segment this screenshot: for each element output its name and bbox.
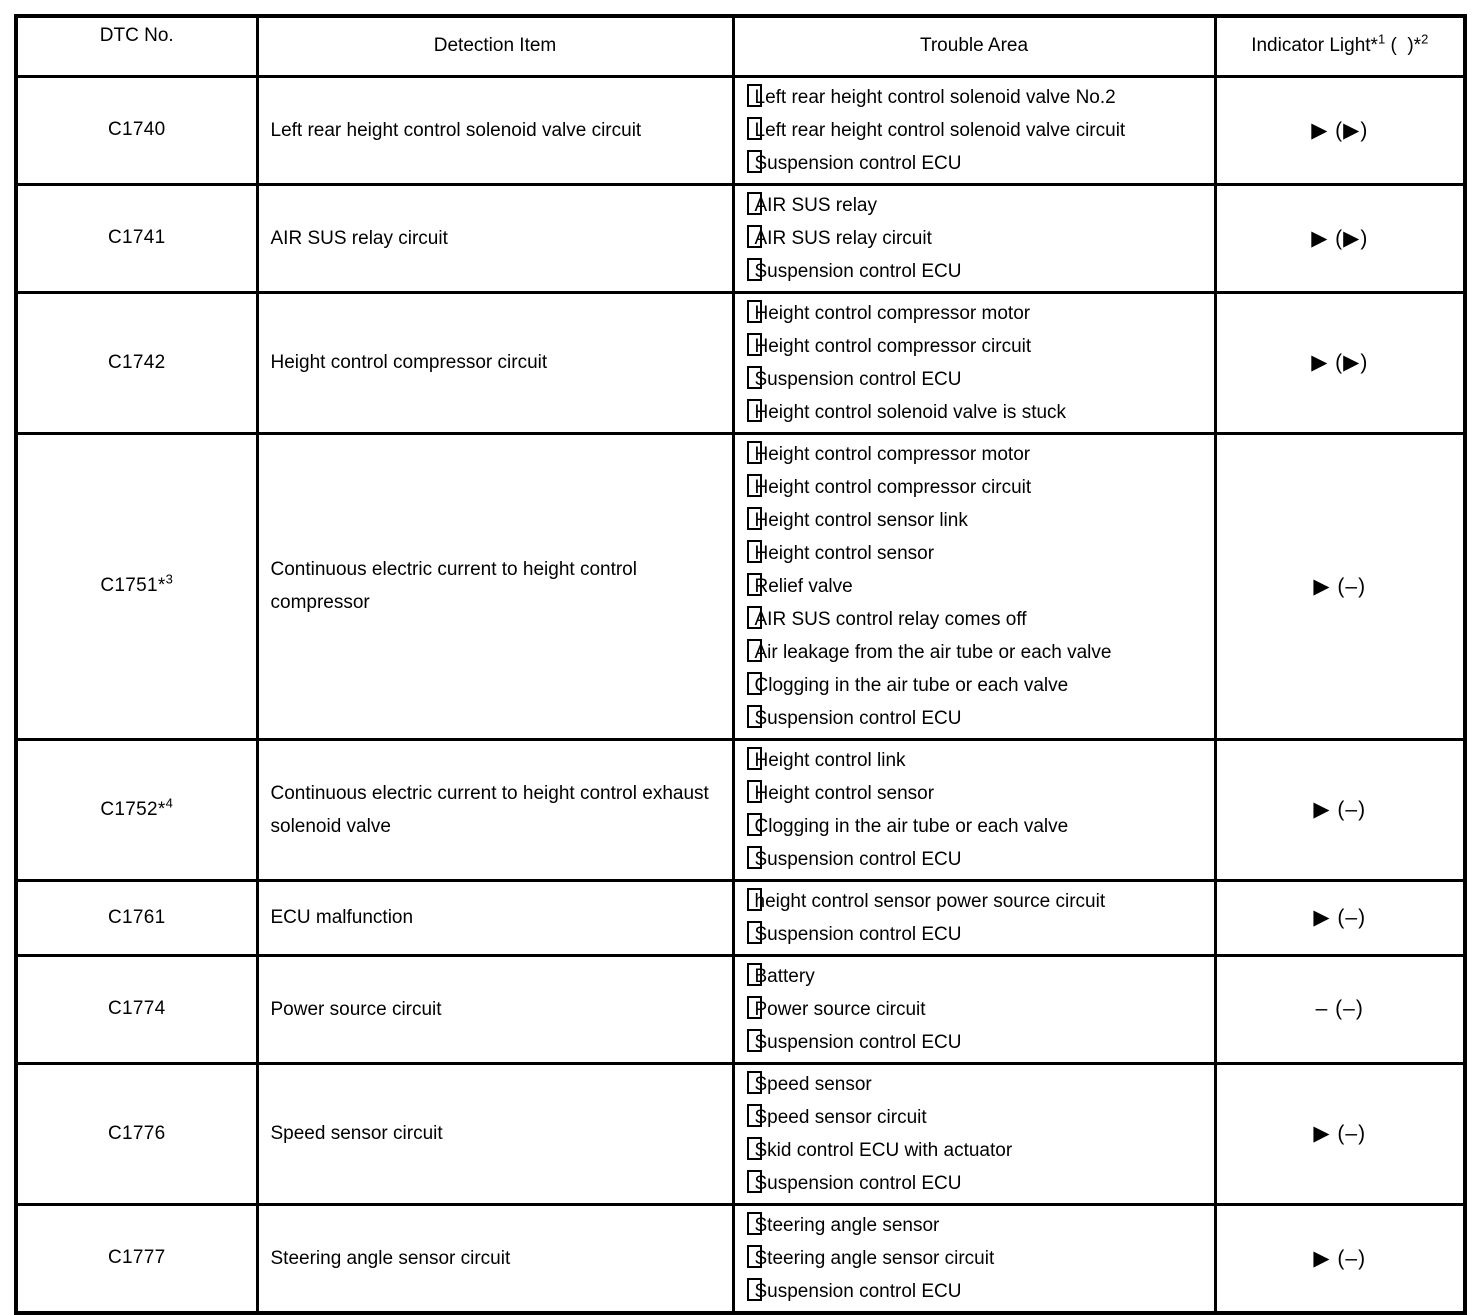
detection-item-cell: Continuous electric current to height control exhaust solenoid valve: [257, 739, 733, 880]
trouble-area-cell: [733, 739, 1215, 880]
table-row: [16, 739, 1465, 880]
detection-item-cell: ECU malfunction: [257, 880, 733, 955]
header-dtc-no: DTC No.: [16, 16, 257, 76]
detection-item-cell: Power source circuit: [257, 955, 733, 1063]
dtc-code-cell: C1751*$^3$: [16, 433, 257, 739]
indicator-light-cell: ▶ (–): [1215, 880, 1465, 955]
trouble-area-item: Suspension control ECU: [747, 702, 1208, 735]
square-bullet-icon: [747, 399, 762, 422]
trouble-area-item: AIR SUS relay circuit: [747, 222, 1208, 255]
trouble-area-cell: [733, 76, 1215, 184]
trouble-area-item: AIR SUS relay: [747, 189, 1208, 222]
trouble-area-item: Steering angle sensor circuit: [747, 1242, 1208, 1275]
square-bullet-icon: [747, 300, 762, 323]
trouble-area-item: Height control sensor link: [747, 504, 1208, 537]
trouble-area-cell: [733, 292, 1215, 433]
square-bullet-icon: [747, 573, 762, 596]
trouble-area-item: Height control compressor motor: [747, 297, 1208, 330]
square-bullet-icon: [747, 225, 762, 248]
trouble-area-item: Steering angle sensor: [747, 1209, 1208, 1242]
square-bullet-icon: [747, 606, 762, 629]
square-bullet-icon: [747, 441, 762, 464]
trouble-area-item: Left rear height control solenoid valve circuit: [747, 114, 1208, 147]
table-row: [16, 433, 1465, 739]
square-bullet-icon: [747, 474, 762, 497]
trouble-area-item: Height control solenoid valve is stuck: [747, 396, 1208, 429]
trouble-area-item: Height control sensor: [747, 537, 1208, 570]
square-bullet-icon: [747, 540, 762, 563]
dtc-code-cell: C1752*$^4$: [16, 739, 257, 880]
trouble-area-item: Clogging in the air tube or each valve: [747, 669, 1208, 702]
trouble-area-item: Power source circuit: [747, 993, 1208, 1026]
square-bullet-icon: [747, 84, 762, 107]
table-header: [16, 16, 1465, 76]
dtc-code-cell: C1761: [16, 880, 257, 955]
square-bullet-icon: [747, 333, 762, 356]
trouble-area-item: Speed sensor circuit: [747, 1101, 1208, 1134]
square-bullet-icon: [747, 192, 762, 215]
indicator-light-cell: ▶ (–): [1215, 739, 1465, 880]
trouble-area-item: Skid control ECU with actuator: [747, 1134, 1208, 1167]
square-bullet-icon: [747, 507, 762, 530]
header-indicator-light-parens: ( )*: [1385, 35, 1422, 57]
square-bullet-icon: [747, 1278, 762, 1301]
trouble-area-item: Height control sensor: [747, 777, 1208, 810]
indicator-light-cell: – (–): [1215, 955, 1465, 1063]
square-bullet-icon: [747, 705, 762, 728]
trouble-area-cell: [733, 433, 1215, 739]
trouble-area-cell: [733, 955, 1215, 1063]
trouble-area-cell: [733, 1063, 1215, 1204]
detection-item-cell: AIR SUS relay circuit: [257, 184, 733, 292]
trouble-area-item: Air leakage from the air tube or each valve: [747, 636, 1208, 669]
square-bullet-icon: [747, 813, 762, 836]
indicator-light-cell: ▶ (▶): [1215, 76, 1465, 184]
detection-item-cell: Left rear height control solenoid valve circuit: [257, 76, 733, 184]
indicator-light-cell: ▶ (▶): [1215, 292, 1465, 433]
trouble-area-item: Height control compressor motor: [747, 438, 1208, 471]
dtc-code-cell: C1742: [16, 292, 257, 433]
indicator-light-cell: ▶ (–): [1215, 1204, 1465, 1313]
square-bullet-icon: [747, 1170, 762, 1193]
trouble-area-item: Suspension control ECU: [747, 363, 1208, 396]
table-row: [16, 292, 1465, 433]
square-bullet-icon: [747, 747, 762, 770]
square-bullet-icon: [747, 150, 762, 173]
header-footnote-1-sup: 1: [1377, 31, 1386, 47]
square-bullet-icon: [747, 1212, 762, 1235]
square-bullet-icon: [747, 1104, 762, 1127]
trouble-area-item: Height control link: [747, 744, 1208, 777]
header-indicator-light-text: Indicator Light*: [1251, 35, 1378, 57]
square-bullet-icon: [747, 366, 762, 389]
indicator-light-cell: ▶ (–): [1215, 1063, 1465, 1204]
dtc-code-cell: C1774: [16, 955, 257, 1063]
trouble-area-item: Suspension control ECU: [747, 843, 1208, 876]
square-bullet-icon: [747, 117, 762, 140]
trouble-area-item: Suspension control ECU: [747, 255, 1208, 288]
header-footnote-2-sup: 2: [1421, 31, 1429, 47]
indicator-light-cell: ▶ (–): [1215, 433, 1465, 739]
header-trouble-area: Trouble Area: [733, 16, 1215, 76]
trouble-area-item: Left rear height control solenoid valve No.2: [747, 81, 1208, 114]
dtc-code-cell: C1740: [16, 76, 257, 184]
dtc-footnote-sup: 3: [165, 571, 174, 587]
trouble-area-item: Suspension control ECU: [747, 918, 1208, 951]
trouble-area-item: Suspension control ECU: [747, 1026, 1208, 1059]
trouble-area-cell: [733, 184, 1215, 292]
square-bullet-icon: [747, 846, 762, 869]
detection-item-cell: Steering angle sensor circuit: [257, 1204, 733, 1313]
detection-item-cell: Height control compressor circuit: [257, 292, 733, 433]
trouble-area-cell: [733, 1204, 1215, 1313]
header-indicator-light: [1215, 16, 1465, 76]
table-row: [16, 1204, 1465, 1313]
table-row: [16, 880, 1465, 955]
indicator-light-cell: ▶ (▶): [1215, 184, 1465, 292]
square-bullet-icon: [747, 963, 762, 986]
detection-item-cell: Continuous electric current to height control compressor: [257, 433, 733, 739]
square-bullet-icon: [747, 888, 762, 911]
dtc-code-cell: C1776: [16, 1063, 257, 1204]
table-row: [16, 1063, 1465, 1204]
trouble-area-item: Speed sensor: [747, 1068, 1208, 1101]
square-bullet-icon: [747, 996, 762, 1019]
detection-item-cell: Speed sensor circuit: [257, 1063, 733, 1204]
trouble-area-item: Suspension control ECU: [747, 1275, 1208, 1308]
dtc-code-cell: C1777: [16, 1204, 257, 1313]
trouble-area-cell: [733, 880, 1215, 955]
square-bullet-icon: [747, 258, 762, 281]
header-row: [16, 16, 1465, 76]
trouble-area-item: Height control compressor circuit: [747, 330, 1208, 363]
dtc-code-cell: C1741: [16, 184, 257, 292]
square-bullet-icon: [747, 1029, 762, 1052]
dtc-table: [14, 14, 1467, 1315]
square-bullet-icon: [747, 1137, 762, 1160]
dtc-footnote-sup: 4: [165, 795, 174, 811]
square-bullet-icon: [747, 921, 762, 944]
trouble-area-item: Suspension control ECU: [747, 147, 1208, 180]
trouble-area-item: Suspension control ECU: [747, 1167, 1208, 1200]
trouble-area-item: Relief valve: [747, 570, 1208, 603]
table-row: [16, 184, 1465, 292]
trouble-area-item: height control sensor power source circuit: [747, 885, 1208, 918]
trouble-area-item: Clogging in the air tube or each valve: [747, 810, 1208, 843]
square-bullet-icon: [747, 780, 762, 803]
table-row: [16, 76, 1465, 184]
dtc-table-body: [16, 76, 1465, 1313]
square-bullet-icon: [747, 639, 762, 662]
square-bullet-icon: [747, 1245, 762, 1268]
square-bullet-icon: [747, 1071, 762, 1094]
trouble-area-item: Battery: [747, 960, 1208, 993]
square-bullet-icon: [747, 672, 762, 695]
table-row: [16, 955, 1465, 1063]
header-detection-item: Detection Item: [257, 16, 733, 76]
trouble-area-item: AIR SUS control relay comes off: [747, 603, 1208, 636]
trouble-area-item: Height control compressor circuit: [747, 471, 1208, 504]
